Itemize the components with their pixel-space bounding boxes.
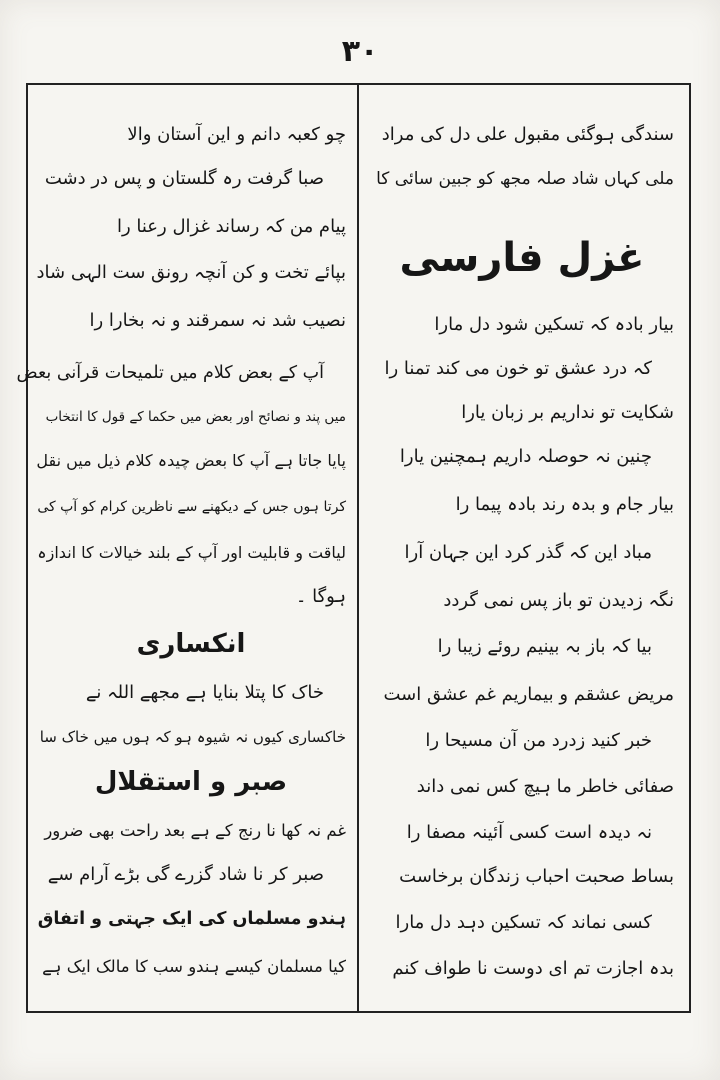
ghazal-line: صفائی خاطر ما ہیچ کس نمی داند — [416, 776, 674, 797]
ghazal-heading: غزل فارسی — [399, 235, 645, 281]
prose-line: آپ کے بعض کلام میں تلمیحات قرآنی بعض — [16, 363, 324, 383]
section-line: غم نہ کھا نا رنج کے ہے بعد راحت بھی ضرور — [44, 821, 346, 840]
ghazal-line: بیار جام و بدہ رند بادہ پیما را — [455, 494, 674, 515]
section-line: صبر کر نا شاد گزرے گی بڑے آرام سے — [47, 864, 324, 885]
section-heading-inkisari: انکساری — [136, 629, 246, 659]
ghazal-line: کسی نماند کہ تسکین دہد دل مارا — [395, 912, 652, 933]
ghazal-line: نگہ زدیدن تو باز پس نمی گردد — [443, 590, 674, 611]
ghazal-line: بیا کہ باز بہ بینیم روئے زیبا را — [437, 636, 652, 657]
ghazal-line: بساط صحبت احباب زندگان برخاست — [399, 866, 674, 887]
prose-line: لیاقت و قابلیت اور آپ کے بلند خیالات کا اندازہ — [37, 543, 346, 562]
ghazal-line: شکایت تو نداریم بر زبان یارا — [461, 402, 674, 423]
ghazal-line: مریض عشقم و بیماریم غم عشق است — [383, 684, 674, 705]
prose-line: پایا جاتا ہے آپ کا بعض چیدہ کلام ذیل میں نقل — [36, 451, 346, 470]
ghazal-line: بدہ اجازت تم ای دوست نا طواف کنم — [392, 958, 674, 979]
ghazal-line: نہ دیدہ است کسی آئینہ مصفا را — [406, 822, 652, 843]
prose-line: ہوگا ۔ — [295, 586, 346, 607]
ghazal-line: کہ درد عشق تو خون می کند تمنا را — [384, 358, 652, 379]
section-heading-sabr: صبر و استقلال — [94, 767, 288, 797]
ghazal-line: بیار بادہ کہ تسکین شود دل مارا — [434, 314, 674, 335]
poem-top-line: پیام من کہ رساند غزال رعنا را — [116, 216, 346, 237]
poem-top-line: بپائے تخت و کن آنچہ رونق ست الہی شاد — [36, 262, 346, 283]
page-number: ۳۰ — [341, 34, 379, 69]
ghazal-line: چنین نہ حوصلہ داریم ہمچنین یارا — [399, 446, 652, 467]
ghazal-line: مباد این کہ گذر کرد این جہان آرا — [404, 542, 652, 563]
section-line: خاک کا پتلا بنایا ہے مجھے اللہ نے — [85, 682, 324, 703]
poem-top-line: چو کعبہ دانم و این آستان والا — [127, 124, 346, 145]
intro-line-2: ملی کہاں شاد صلہ مجھ کو جبین سائی کا — [376, 169, 674, 189]
poem-top-line: نصیب شد نہ سمرقند و نہ بخارا را — [89, 310, 346, 331]
poem-top-line: صبا گرفت رہ گلستان و پس در دشت — [44, 168, 324, 189]
prose-line: کرتا ہوں جس کے دیکھنے سے ناظرین کرام کو آپ کی — [37, 499, 346, 515]
section-line: خاکساری کیوں نہ شیوہ ہو کہ ہوں میں خاک سا — [39, 728, 346, 746]
column-divider — [357, 83, 359, 1013]
section-line: ہندو مسلماں کی ایک جہتی و اتفاق — [37, 909, 346, 929]
prose-line: میں پند و نصائح اور بعض میں حکما کے قول کا انتخاب — [45, 409, 346, 425]
ghazal-line: خبر کنید زدرد من آن مسیحا را — [425, 730, 652, 751]
section-line: کیا مسلمان کیسے ہندو سب کا مالک ایک ہے — [42, 957, 346, 976]
intro-line-1: سندگی ہوگئی مقبول علی دل کی مراد — [381, 124, 674, 145]
